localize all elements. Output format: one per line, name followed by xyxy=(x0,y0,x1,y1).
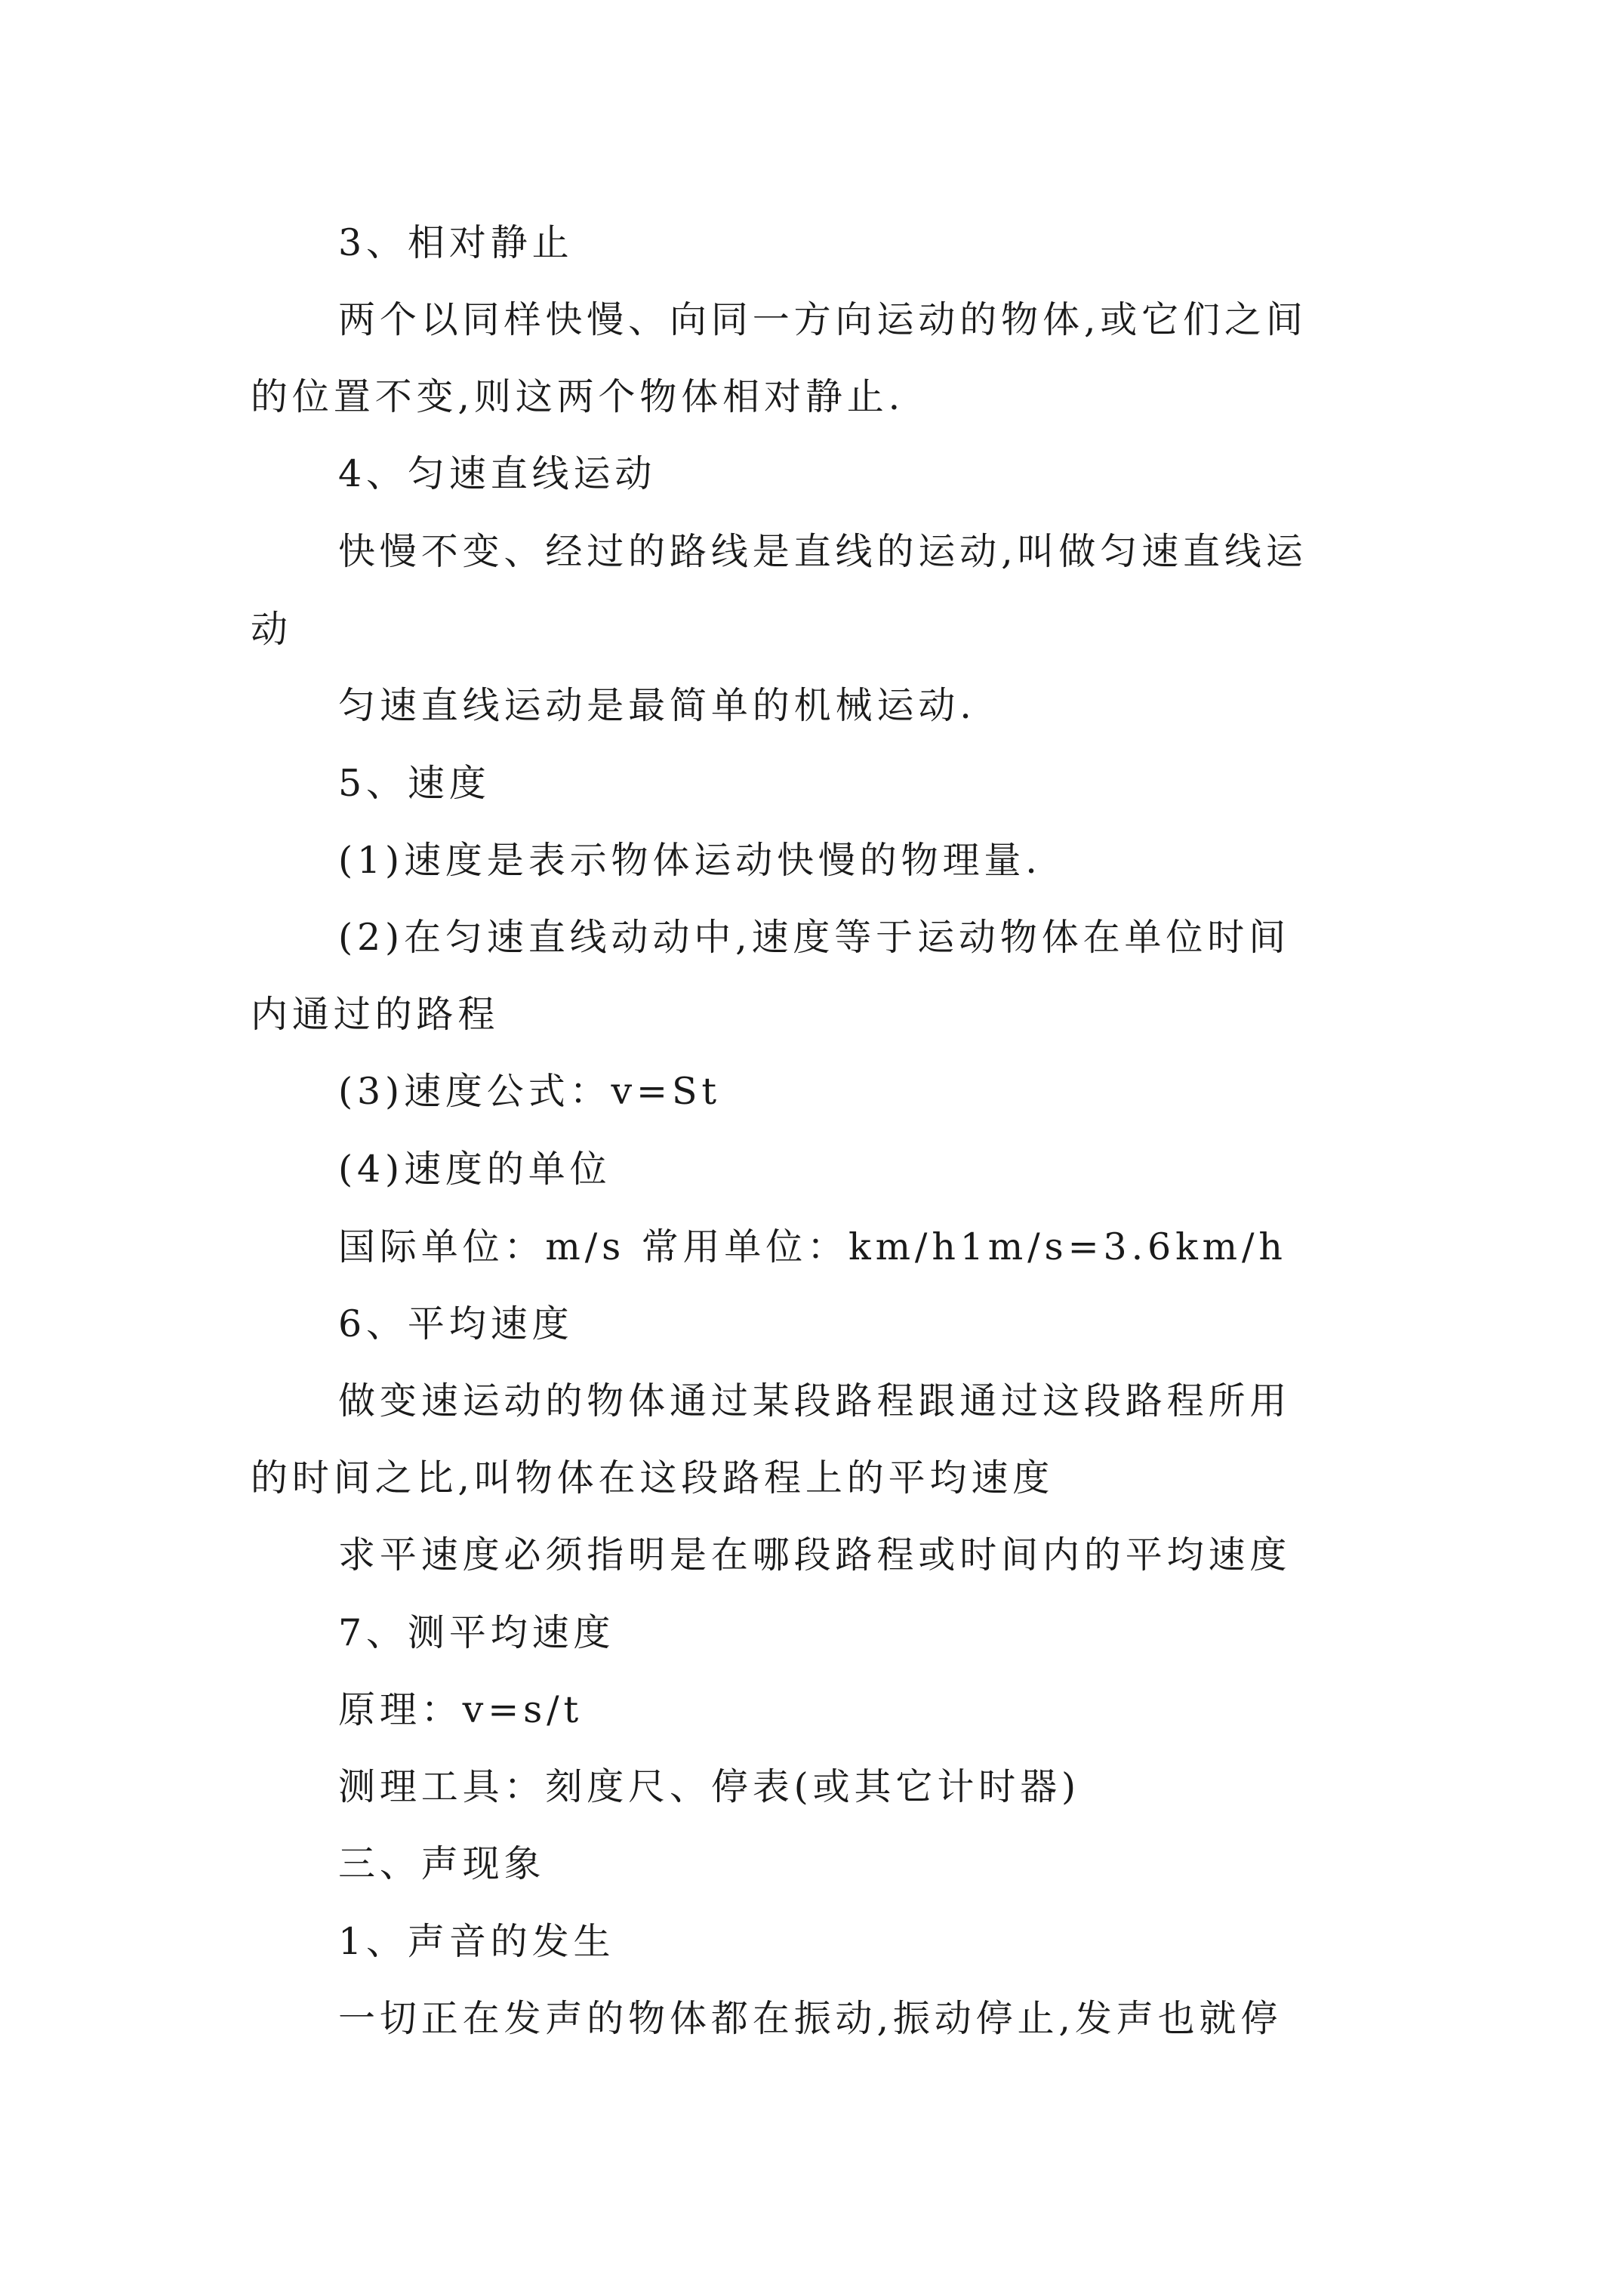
paragraph-line: 内通过的路程 xyxy=(251,993,500,1036)
paragraph-line: 求平速度必须指明是在哪段路程或时间内的平均速度 xyxy=(338,1533,1292,1576)
list-item: (2)在匀速直线动动中,速度等于运动物体在单位时间 xyxy=(338,916,1290,959)
paragraph-line: 做变速运动的物体通过某段路程跟通过这段路程所用 xyxy=(338,1379,1292,1422)
paragraph-line: 的位置不变,则这两个物体相对静止. xyxy=(251,375,905,418)
heading-measure-average-speed: 7、测平均速度 xyxy=(338,1611,615,1654)
heading-uniform-motion: 4、匀速直线运动 xyxy=(338,452,657,495)
paragraph-line: 一切正在发声的物体都在振动,振动停止,发声也就停 xyxy=(338,1997,1283,2040)
paragraph-line: 原理：v=s/t xyxy=(338,1688,584,1731)
paragraph-line: 匀速直线运动是最简单的机械运动. xyxy=(338,684,976,727)
paragraph-line: 测理工具：刻度尺、停表(或其它计时器) xyxy=(338,1765,1080,1808)
paragraph-line: 两个以同样快慢、向同一方向运动的物体,或它们之间 xyxy=(338,298,1307,341)
heading-sound-production: 1、声音的发生 xyxy=(338,1920,615,1963)
heading-relative-rest: 3、相对静止 xyxy=(338,221,574,264)
paragraph-line: 动 xyxy=(251,608,292,651)
list-item: (1)速度是表示物体运动快慢的物理量. xyxy=(338,839,1042,882)
paragraph-line: 国际单位：m/s 常用单位：km/h1m/s=3.6km/h xyxy=(338,1225,1287,1268)
paragraph-line: 快慢不变、经过的路线是直线的运动,叫做匀速直线运 xyxy=(338,530,1307,573)
heading-speed: 5、速度 xyxy=(338,762,491,805)
paragraph-line: 的时间之比,叫物体在这段路程上的平均速度 xyxy=(251,1456,1055,1499)
section-heading-sound: 三、声现象 xyxy=(338,1842,546,1885)
heading-average-speed: 6、平均速度 xyxy=(338,1302,574,1345)
list-item: (4)速度的单位 xyxy=(338,1148,611,1191)
list-item: (3)速度公式：v=St xyxy=(338,1070,721,1113)
